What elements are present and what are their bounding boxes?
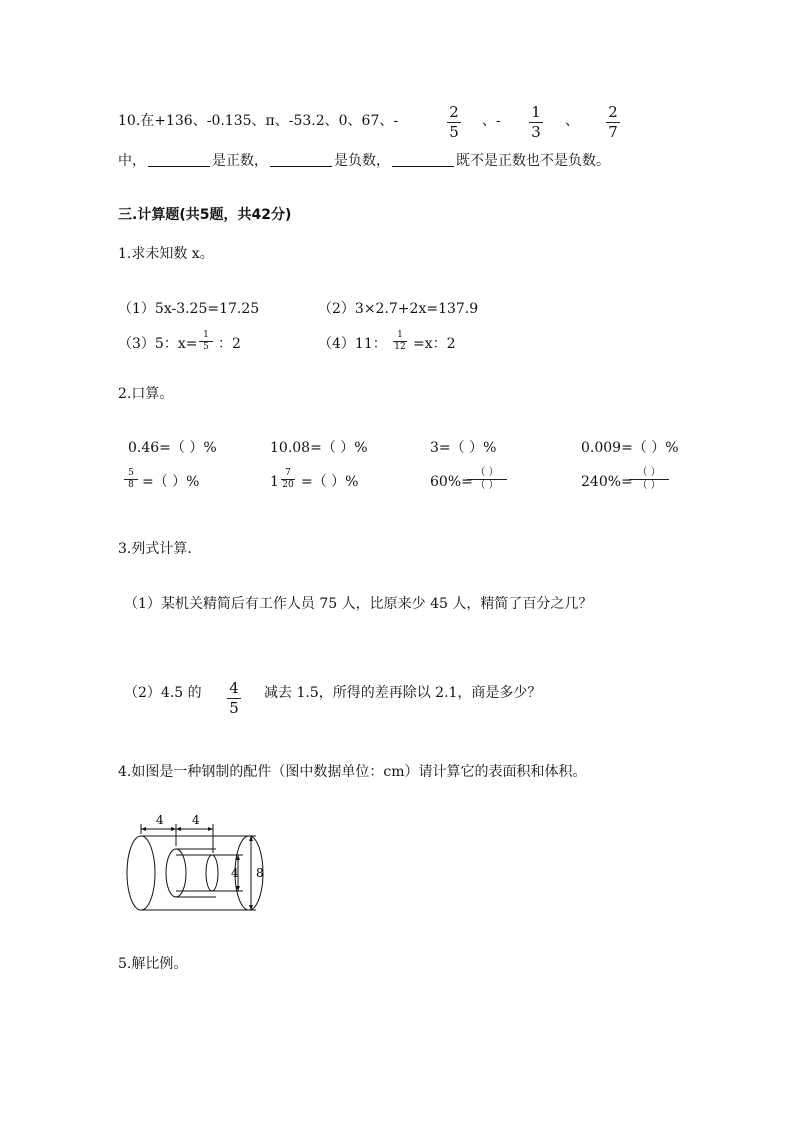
oral-calc-r2c2: =（ ）% (301, 474, 359, 490)
section-heading: 三.计算题(共5题，共42分) (118, 207, 292, 223)
dimension-label-left: 4 (156, 813, 164, 827)
fraction-2-7 (606, 105, 620, 140)
dimension-label-large-diameter: 8 (256, 866, 264, 880)
problem-3-title: 3.列式计算. (118, 541, 192, 557)
blank-fraction[interactable] (629, 468, 669, 491)
q10-line2-c: 是负数， (334, 153, 390, 169)
problem-1-title: 1.求未知数 x。 (118, 246, 214, 262)
q10-line2 (118, 152, 610, 168)
equation-3-left: （3）5：x= (118, 336, 198, 352)
equation-2: （2）3×2.7+2x=137.9 (318, 301, 479, 317)
q10-line2-d: 既不是正数也不是负数。 (456, 153, 610, 169)
fraction-denominator: 3 (531, 123, 541, 141)
oral-calc-r2c4: 240%= (581, 474, 633, 490)
fraction-1-12 (393, 331, 407, 352)
oral-calc-r2c1: =（ ）% (142, 474, 200, 490)
answer-blank-negative[interactable] (270, 152, 332, 167)
fraction-2-5 (447, 105, 461, 140)
oral-calc-r1c3: 3=（ ）% (430, 440, 497, 456)
fraction-numerator: 5 (128, 468, 134, 478)
q10-separator: 、 (565, 113, 579, 129)
fraction-denominator: 7 (608, 123, 618, 141)
fraction-denominator: 12 (394, 342, 406, 352)
oral-calc-r2c3: 60%= (430, 474, 473, 490)
problem-4-title: 4.如图是一种钢制的配件（图中数据单位：cm）请计算它的表面积和体积。 (118, 764, 587, 780)
blank-denominator: （ ） (637, 480, 661, 491)
fraction-denominator: 5 (203, 342, 209, 352)
q10-separator: 、- (482, 113, 501, 129)
word-problem-2-left: （2）4.5 的 (124, 685, 202, 701)
fraction-numerator: 1 (203, 330, 209, 340)
oral-calc-r1c2: 10.08=（ ）% (270, 440, 368, 456)
blank-fraction[interactable] (467, 468, 507, 491)
fraction-denominator: 8 (128, 480, 134, 490)
fraction-denominator: 5 (229, 699, 239, 717)
fraction-numerator: 1 (397, 330, 403, 340)
word-problem-2-right: 减去 1.5，所得的差再除以 2.1，商是多少？ (264, 685, 542, 701)
fraction-denominator: 5 (449, 123, 459, 141)
q10-line2-b: 是正数， (212, 153, 268, 169)
fraction-numerator: 2 (449, 103, 459, 121)
fraction-numerator: 2 (608, 103, 618, 121)
equation-1: （1）5x-3.25=17.25 (118, 301, 260, 317)
blank-denominator: （ ） (475, 480, 499, 491)
blank-numerator: （ ） (637, 467, 661, 478)
fraction-numerator: 4 (229, 679, 239, 697)
answer-blank-positive[interactable] (148, 152, 210, 167)
answer-blank-neither[interactable] (392, 152, 454, 167)
fraction-4-5 (227, 681, 241, 716)
dimension-label-right: 4 (192, 813, 200, 827)
oral-calc-r1c1: 0.46=（ ）% (128, 440, 217, 456)
fraction-1-3 (529, 105, 543, 140)
fraction-numerator: 1 (531, 103, 541, 121)
fraction-numerator: 7 (285, 468, 291, 478)
problem-2-title: 2.口算。 (118, 386, 174, 402)
equation-3-right: ：2 (218, 336, 241, 352)
mixed-number-whole: 1 (270, 474, 279, 490)
cylinder-part-diagram (118, 812, 278, 922)
equation-4-left: （4）11： (318, 336, 387, 352)
fraction-5-8 (124, 469, 138, 490)
fraction-1-5 (199, 331, 213, 352)
dimension-label-small-diameter: 4 (231, 866, 239, 880)
fraction-denominator: 20 (282, 480, 294, 490)
problem-5-title: 5.解比例。 (118, 956, 188, 972)
equation-4-right: =x：2 (413, 336, 456, 352)
oral-calc-r1c4: 0.009=（ ）% (581, 440, 679, 456)
word-problem-1: （1）某机关精简后有工作人员 75 人，比原来少 45 人，精简了百分之几？ (124, 596, 593, 612)
q10-line2-a: 中， (118, 153, 146, 169)
blank-numerator: （ ） (475, 467, 499, 478)
fraction-7-20 (281, 469, 295, 490)
q10-line1-text: 10.在+136、-0.135、π、-53.2、0、67、- (118, 113, 399, 129)
